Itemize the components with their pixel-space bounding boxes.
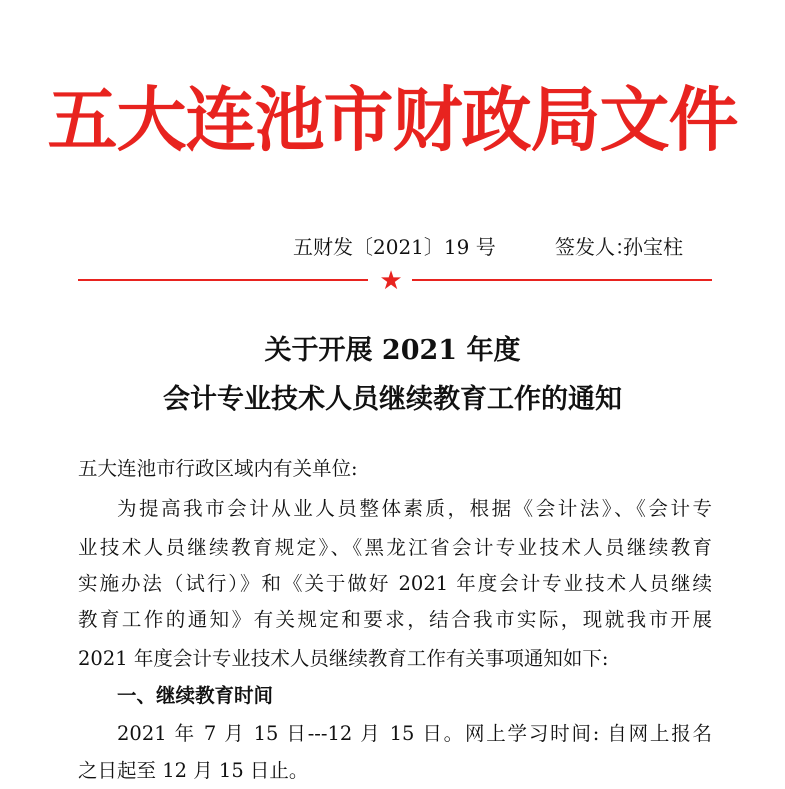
- red-divider-left: [78, 279, 368, 281]
- notice-title-line2: 会计专业技术人员继续教育工作的通知: [163, 384, 622, 415]
- document-number: 五财发〔2021〕19 号: [293, 235, 496, 259]
- salutation: 五大连池市行政区域内有关单位:: [78, 457, 358, 480]
- section-heading: 一、继续教育时间: [117, 684, 274, 707]
- signer-name: 孙宝柱: [623, 235, 683, 259]
- red-star-icon: ★: [379, 266, 403, 296]
- paragraph-line: 实施办法（试行）》和《关于做好 2021 年度会计专业技术人员继续: [78, 572, 712, 595]
- notice-title-line1: 关于开展 2021 年度: [264, 335, 521, 366]
- signer-label: 签发人：: [555, 235, 635, 259]
- paragraph-line: 为提高我市会计从业人员整体素质，根据《会计法》、《会计专: [117, 497, 712, 520]
- section-text-line: 2021 年 7 月 15 日---12 月 15 日。网上学习时间: 自网上报名: [117, 722, 712, 745]
- paragraph-line: 业技术人员继续教育规定》、《黑龙江省会计专业技术人员继续教育: [78, 536, 712, 559]
- paragraph-line: 2021 年度会计专业技术人员继续教育工作有关事项通知如下:: [78, 647, 609, 670]
- issuing-authority-title: 五大连池市财政局文件: [47, 79, 738, 161]
- red-divider-right: [412, 279, 712, 281]
- paragraph-line: 教育工作的通知》有关规定和要求，结合我市实际，现就我市开展: [78, 608, 712, 631]
- section-text-line: 之日起至 12 月 15 日止。: [78, 759, 309, 782]
